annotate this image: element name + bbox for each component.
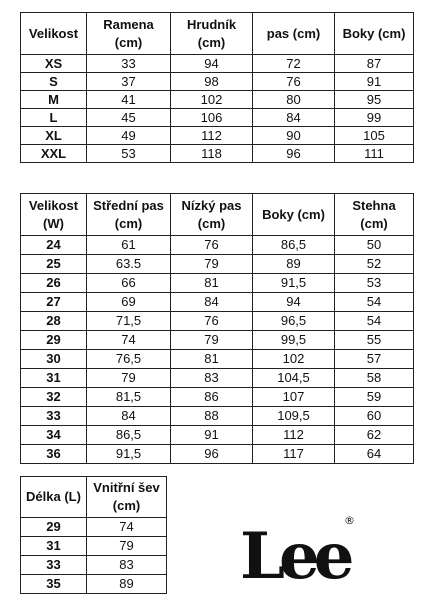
row-label-cell: 35 [21,575,87,594]
table-cell: 117 [253,445,335,464]
table-cell: 49 [87,127,171,145]
table-cell: 84 [171,293,253,312]
table-cell: 33 [87,55,171,73]
table-cell: 60 [335,407,414,426]
table-row [21,556,167,575]
column-header: Boky (cm) [335,13,414,55]
table-row [21,127,414,145]
row-label-cell: XS [21,55,87,73]
table-cell: 91 [171,426,253,445]
table-row [21,388,414,407]
table-cell: 94 [253,293,335,312]
table-cell: 79 [171,331,253,350]
table-cell: 64 [335,445,414,464]
table-cell: 52 [335,255,414,274]
row-label-cell: 26 [21,274,87,293]
table-cell: 111 [335,145,414,163]
table-row [21,55,414,73]
column-header: Ramena (cm) [87,13,171,55]
table-row [21,293,414,312]
row-label-cell: 27 [21,293,87,312]
table-row [21,407,414,426]
table-cell: 112 [171,127,253,145]
table-cell: 79 [87,369,171,388]
table-cell: 81,5 [87,388,171,407]
table-cell: 87 [335,55,414,73]
table-cell: 81 [171,274,253,293]
table-cell: 95 [335,91,414,109]
column-header: Stehna (cm) [335,194,414,236]
registered-mark: ® [344,514,355,527]
table-cell: 96 [253,145,335,163]
table-cell: 54 [335,312,414,331]
table-cell: 96,5 [253,312,335,331]
row-label-cell: 33 [21,556,87,575]
table-cell: 84 [87,407,171,426]
row-label-cell: 29 [21,518,87,537]
table-cell: 107 [253,388,335,407]
table-row [21,109,414,127]
table-cell: 81 [171,350,253,369]
row-label-cell: L [21,109,87,127]
table-cell: 98 [171,73,253,91]
table-row [21,255,414,274]
table-cell: 59 [335,388,414,407]
table-row [21,426,414,445]
table-cell: 55 [335,331,414,350]
table-row [21,350,414,369]
table-row [21,274,414,293]
table-cell: 104,5 [253,369,335,388]
table-cell: 50 [335,236,414,255]
table-cell: 102 [171,91,253,109]
table-cell: 76 [171,312,253,331]
table-cell: 112 [253,426,335,445]
table-cell: 69 [87,293,171,312]
table-cell: 99 [335,109,414,127]
table-cell: 80 [253,91,335,109]
table-cell: 79 [87,537,167,556]
table-header-row [21,194,414,236]
table-cell: 106 [171,109,253,127]
row-label-cell: XL [21,127,87,145]
table-cell: 86,5 [87,426,171,445]
table-cell: 102 [253,350,335,369]
table-cell: 89 [253,255,335,274]
logo-text: Lee [240,519,349,588]
table-cell: 89 [87,575,167,594]
table-cell: 91,5 [87,445,171,464]
table-cell: 94 [171,55,253,73]
column-header: Nízký pas (cm) [171,194,253,236]
column-header: Velikost [21,13,87,55]
row-label-cell: 31 [21,369,87,388]
column-header: Boky (cm) [253,194,335,236]
table-cell: 90 [253,127,335,145]
row-label-cell: 29 [21,331,87,350]
table-cell: 37 [87,73,171,91]
size-table-jeans [20,193,414,464]
size-table-tops [20,12,414,163]
table-row [21,369,414,388]
column-header: Délka (L) [21,477,87,518]
column-header: pas (cm) [253,13,335,55]
column-header: Střední pas (cm) [87,194,171,236]
table-cell: 91,5 [253,274,335,293]
row-label-cell: M [21,91,87,109]
table-cell: 74 [87,331,171,350]
table-row [21,312,414,331]
table-cell: 61 [87,236,171,255]
table-cell: 71,5 [87,312,171,331]
table-header-row [21,13,414,55]
row-label-cell: 25 [21,255,87,274]
row-label-cell: XXL [21,145,87,163]
table-cell: 83 [87,556,167,575]
row-label-cell: 28 [21,312,87,331]
table-cell: 105 [335,127,414,145]
table-cell: 88 [171,407,253,426]
table-row [21,73,414,91]
table-header-row [21,477,167,518]
row-label-cell: 30 [21,350,87,369]
table-cell: 57 [335,350,414,369]
row-label-cell: 32 [21,388,87,407]
column-header: Vnitřní šev (cm) [87,477,167,518]
table-cell: 118 [171,145,253,163]
table-cell: 54 [335,293,414,312]
table-row [21,91,414,109]
table-row [21,331,414,350]
row-label-cell: 31 [21,537,87,556]
table-row [21,445,414,464]
table-cell: 86 [171,388,253,407]
table-row [21,518,167,537]
table-cell: 83 [171,369,253,388]
lee-logo [236,508,366,588]
table-cell: 53 [335,274,414,293]
table-cell: 76,5 [87,350,171,369]
table-cell: 41 [87,91,171,109]
table-cell: 91 [335,73,414,91]
row-label-cell: S [21,73,87,91]
table-row [21,236,414,255]
table-cell: 53 [87,145,171,163]
table-cell: 74 [87,518,167,537]
table-cell: 84 [253,109,335,127]
row-label-cell: 33 [21,407,87,426]
length-table [20,476,167,594]
table-row [21,575,167,594]
column-header: Hrudník (cm) [171,13,253,55]
table-cell: 66 [87,274,171,293]
table-cell: 96 [171,445,253,464]
table-cell: 99,5 [253,331,335,350]
table-cell: 45 [87,109,171,127]
table-cell: 62 [335,426,414,445]
table-cell: 76 [253,73,335,91]
row-label-cell: 36 [21,445,87,464]
table-cell: 109,5 [253,407,335,426]
table-cell: 63.5 [87,255,171,274]
column-header: Velikost (W) [21,194,87,236]
table-row [21,537,167,556]
row-label-cell: 24 [21,236,87,255]
table-cell: 72 [253,55,335,73]
table-cell: 79 [171,255,253,274]
table-cell: 76 [171,236,253,255]
row-label-cell: 34 [21,426,87,445]
table-row [21,145,414,163]
table-cell: 58 [335,369,414,388]
table-cell: 86,5 [253,236,335,255]
